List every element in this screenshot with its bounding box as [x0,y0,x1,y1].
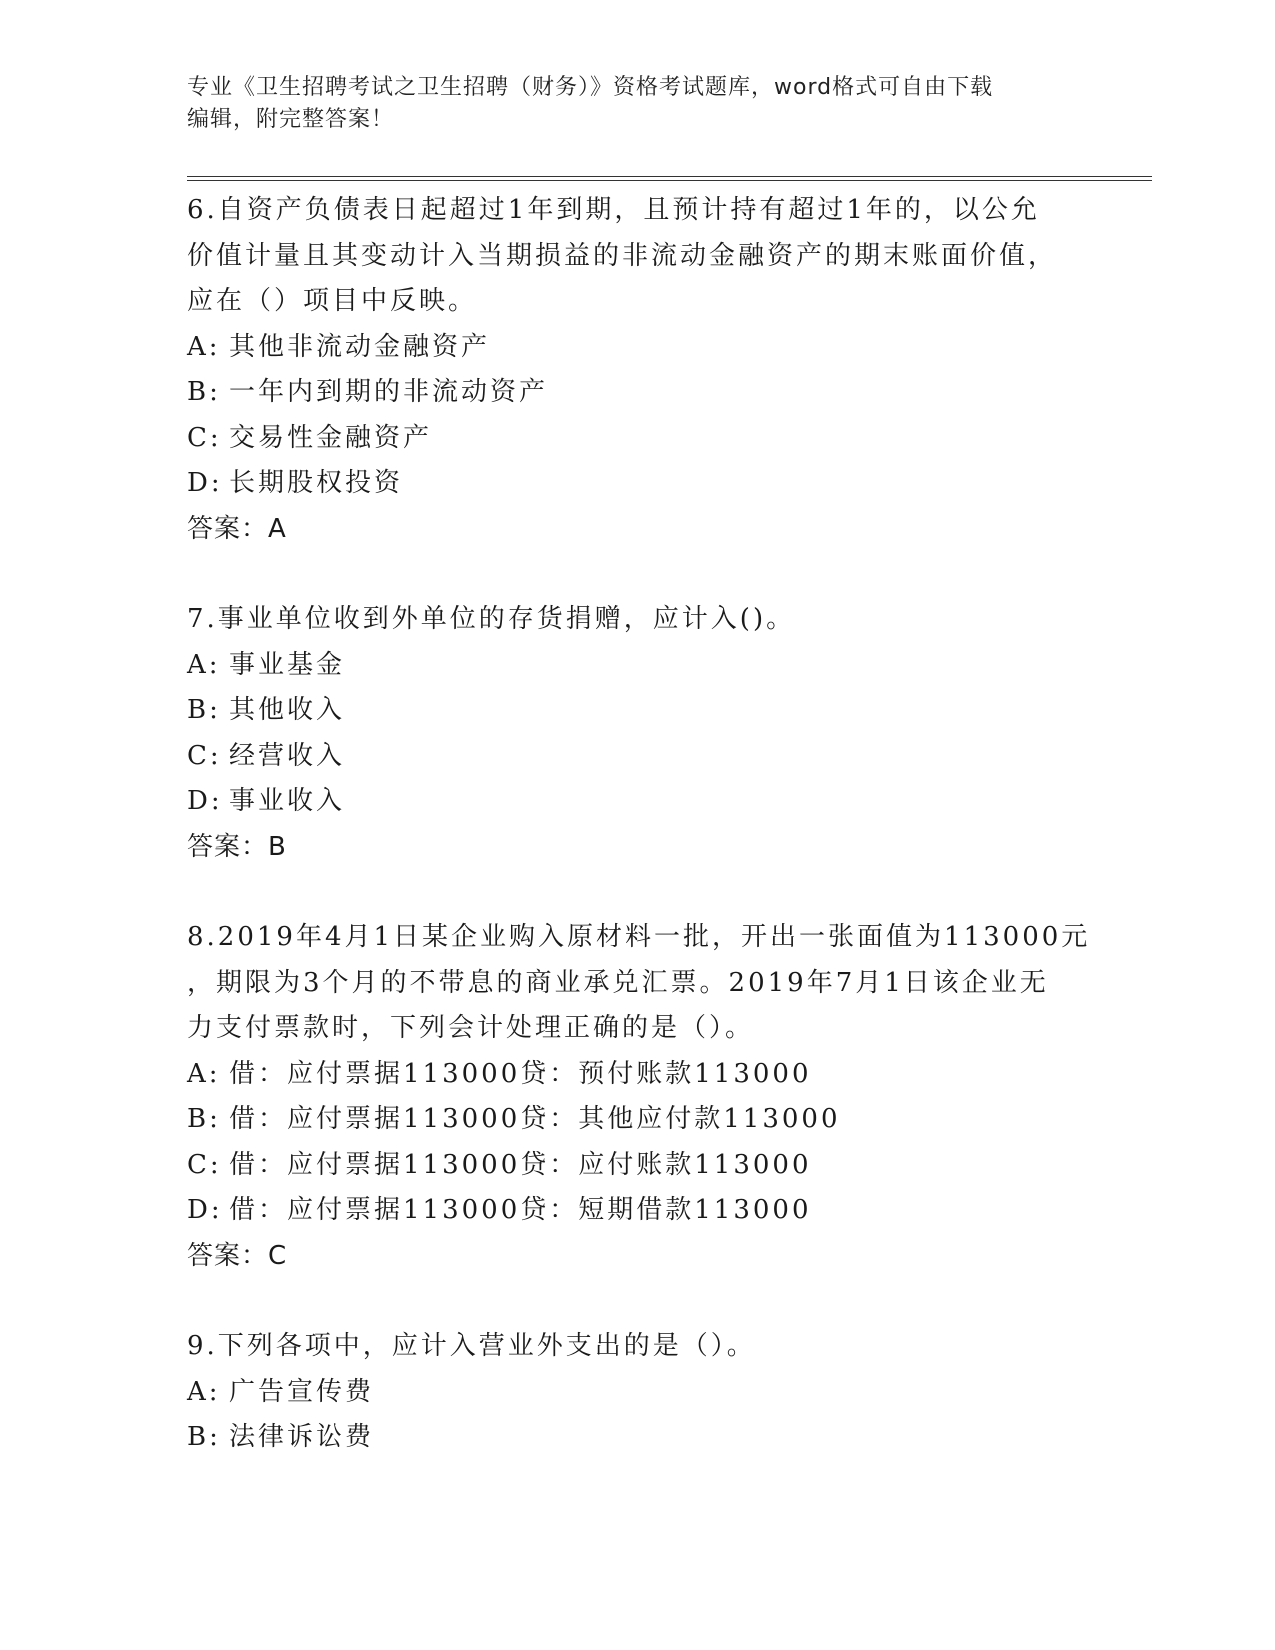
question-text-line: ，期限为3个月的不带息的商业承兑汇票。2019年7月1日该企业无 [187,967,1049,998]
header-divider [187,176,1152,181]
answer-line: 答案：C [187,1240,288,1271]
option-letter: D: [187,468,223,498]
option-letter: B: [187,377,221,407]
option-letter: A: [187,331,221,362]
question-6 [187,188,1107,552]
option-d [187,461,1107,507]
option-text: 其他收入 [229,695,346,725]
option-c [187,734,1107,780]
spacer [187,870,1107,915]
question-text-line: 7.事业单位收到外单位的存货捐赠，应计入()。 [187,604,796,634]
option-text: 事业收入 [229,786,346,816]
question-text-line: 6.自资产负债表日起超过1年到期，且预计持有超过1年的，以公允 [187,195,1040,225]
option-text: 借：应付票据113000贷：短期借款113000 [229,1195,812,1225]
option-letter: C: [187,422,222,453]
option-letter: A: [187,1058,221,1089]
option-text: 法律诉讼费 [229,1422,375,1452]
option-letter: C: [187,740,222,771]
option-text: 借：应付票据113000贷：其他应付款113000 [229,1104,841,1134]
option-letter: C: [187,1149,222,1180]
option-a [187,1052,1107,1098]
option-text: 广告宣传费 [229,1376,375,1407]
spacer [187,1279,1107,1324]
option-b [187,370,1107,416]
option-text: 一年内到期的非流动资产 [229,377,549,407]
option-a [187,325,1107,371]
option-letter: B: [187,695,221,725]
spacer [187,552,1107,597]
header-line-1: 专业《卫生招聘考试之卫生招聘（财务）》资格考试题库，word格式可自由下载 [187,75,994,100]
option-d [187,779,1107,825]
option-b [187,1415,1107,1461]
question-text-line: 应在（）项目中反映。 [187,286,478,316]
option-b [187,1097,1107,1143]
option-d [187,1188,1107,1234]
option-a [187,643,1107,689]
question-8 [187,915,1107,1279]
question-9 [187,1324,1107,1461]
option-letter: B: [187,1104,221,1134]
option-letter: D: [187,786,223,816]
answer-line: 答案：A [187,513,287,544]
question-text-line: 9.下列各项中，应计入营业外支出的是（）。 [187,1331,756,1361]
option-c [187,416,1107,462]
question-text-line: 力支付票款时，下列会计处理正确的是（）。 [187,1013,755,1043]
question-text-line: 价值计量且其变动计入当期损益的非流动金融资产的期末账面价值， [187,240,1058,271]
option-letter: A: [187,1376,221,1407]
option-letter: A: [187,649,221,680]
answer-line: 答案：B [187,831,287,862]
option-text: 经营收入 [229,740,346,771]
option-letter: D: [187,1195,223,1225]
option-text: 交易性金融资产 [229,422,433,453]
option-c [187,1143,1107,1189]
option-letter: B: [187,1422,221,1452]
question-text-line: 8.2019年4月1日某企业购入原材料一批，开出一张面值为113000元 [187,922,1091,952]
option-text: 长期股权投资 [229,468,404,498]
option-b [187,688,1107,734]
document-header [187,72,1087,136]
header-line-2: 编辑，附完整答案！ [187,107,395,132]
option-text: 其他非流动金融资产 [229,331,491,362]
option-text: 事业基金 [229,649,346,680]
question-7 [187,597,1107,870]
option-a [187,1370,1107,1416]
option-text: 借：应付票据113000贷：应付账款113000 [229,1149,812,1180]
question-list [187,188,1107,1461]
option-text: 借：应付票据113000贷：预付账款113000 [229,1058,812,1089]
